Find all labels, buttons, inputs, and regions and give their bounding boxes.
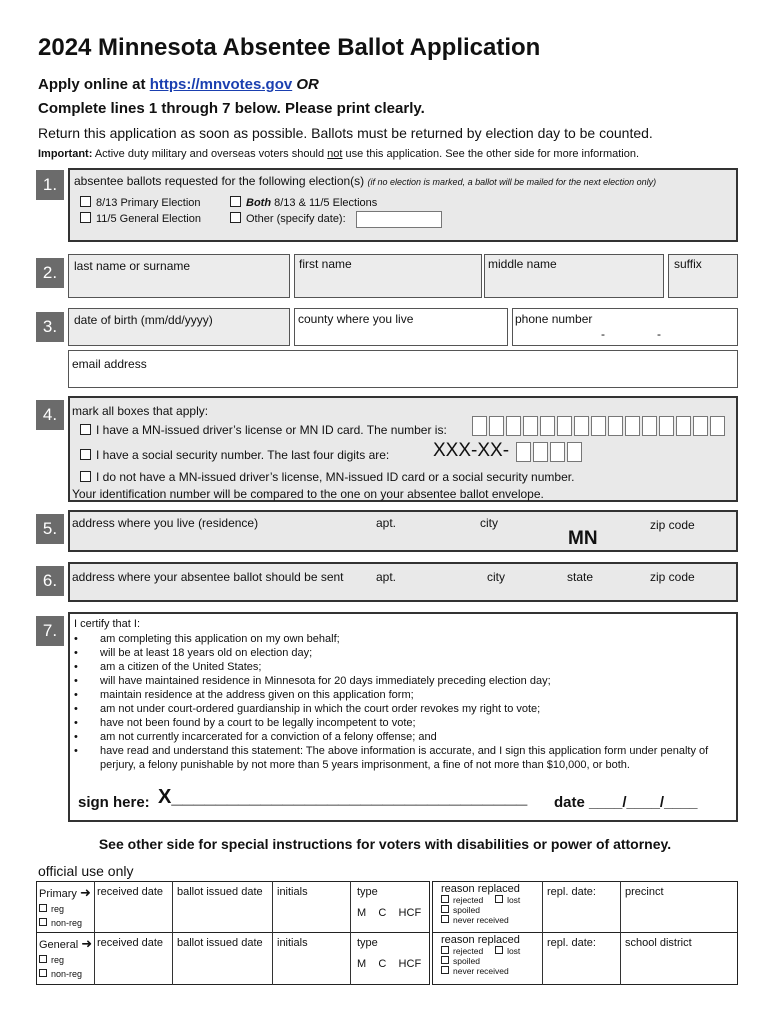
special-instructions-note: See other side for special instructions for voters with disabilities or power of attorney. xyxy=(98,836,672,852)
nonreg-label: non-reg xyxy=(51,918,83,928)
section-5-number: 5. xyxy=(36,514,64,544)
id-label: mark all boxes that apply: xyxy=(72,404,209,418)
last-name-field[interactable] xyxy=(68,254,290,298)
reason-never[interactable] xyxy=(436,966,542,976)
license-digit-box[interactable] xyxy=(540,416,555,436)
residence-address-label: address where you live (residence) xyxy=(72,516,259,530)
official-use-heading: official use only xyxy=(38,863,134,879)
nonreg-option[interactable] xyxy=(39,918,82,928)
license-number-boxes[interactable] xyxy=(472,416,727,436)
apply-online-or: OR xyxy=(292,76,319,93)
initials-cell[interactable] xyxy=(272,881,312,932)
certify-item: • maintain residence at the address given on this application form; xyxy=(74,688,724,702)
checkbox-general[interactable] xyxy=(80,212,91,223)
phone-field[interactable] xyxy=(512,308,738,346)
residence-zip-label: zip code xyxy=(650,518,695,532)
certify-item: • am completing this application on my own behalf; xyxy=(74,632,724,646)
reason-replaced-cell xyxy=(436,881,542,932)
id-note: Your identification number will be compared to the one on your absentee ballot envelope. xyxy=(72,487,544,501)
certify-item: • have not been found by a court to be legally incompetent to vote; xyxy=(74,716,724,730)
opt-primary-label: 8/13 Primary Election xyxy=(96,197,201,209)
mailing-state-label: state xyxy=(567,570,594,584)
opt-general-label: 11/5 General Election xyxy=(96,213,201,225)
row-name-text: Primary xyxy=(39,888,77,900)
ballot-issued-label: ballot issued date xyxy=(177,937,263,949)
county-field[interactable] xyxy=(294,308,508,346)
middle-name-field[interactable] xyxy=(484,254,664,298)
important-not: not xyxy=(327,148,343,160)
row-name-text: General xyxy=(39,939,79,951)
nonreg-option[interactable] xyxy=(39,969,82,979)
lost-label: lost xyxy=(507,946,521,956)
received-date-cell[interactable] xyxy=(94,932,165,985)
first-name-field[interactable] xyxy=(294,254,482,298)
important-note xyxy=(38,148,639,160)
checkbox-no-id[interactable] xyxy=(80,471,91,482)
license-digit-box[interactable] xyxy=(710,416,725,436)
certify-list xyxy=(74,632,724,772)
initials-label: initials xyxy=(277,937,308,949)
dob-label: date of birth (mm/dd/yyyy) xyxy=(74,313,213,327)
row-name: Primary ➜ xyxy=(39,885,91,900)
apply-online-prefix: Apply online at xyxy=(38,76,150,93)
license-digit-box[interactable] xyxy=(693,416,708,436)
opt-license[interactable] xyxy=(80,423,447,437)
section-3-number: 3. xyxy=(36,312,64,342)
checkbox-both[interactable] xyxy=(230,196,241,207)
checkbox-license[interactable] xyxy=(80,424,91,435)
checkbox-reg[interactable] xyxy=(39,904,47,912)
certify-item: • am not currently incarcerated for a conviction of a felony offense; and xyxy=(74,730,724,744)
reg-label: reg xyxy=(51,955,65,965)
checkbox-spoiled[interactable] xyxy=(441,905,449,913)
section-2-number: 2. xyxy=(36,258,64,288)
initials-cell[interactable] xyxy=(272,932,312,985)
never-label: never received xyxy=(453,966,509,976)
license-digit-box[interactable] xyxy=(489,416,504,436)
received-date-label: received date xyxy=(97,937,164,949)
phone-dash-1: - xyxy=(601,327,605,341)
ssn-digit-box[interactable] xyxy=(533,442,548,462)
other-date-input[interactable] xyxy=(356,211,442,228)
reason-spoiled[interactable] xyxy=(436,905,542,915)
never-label: never received xyxy=(453,915,509,925)
precinct-label: precinct xyxy=(625,886,664,898)
opt-ssn-label: I have a social security number. The last four digits are: xyxy=(96,448,390,462)
certify-heading: I certify that I: xyxy=(74,618,141,630)
row-name: General ➜ xyxy=(39,936,93,951)
residence-apt-label: apt. xyxy=(376,516,397,530)
ballot-issued-label: ballot issued date xyxy=(177,886,263,898)
section-4-box xyxy=(68,396,738,502)
license-digit-box[interactable] xyxy=(591,416,606,436)
reason-rejected[interactable] xyxy=(436,946,542,956)
nonreg-label: non-reg xyxy=(51,969,83,979)
important-text-b: use this application. See the other side for more information. xyxy=(342,148,640,160)
section-1-box xyxy=(68,168,738,242)
certify-item: • am not under court-ordered guardianship in which the court order revokes my right to vote; xyxy=(74,702,724,716)
opt-license-label: I have a MN-issued driver’s license or MN ID card. The number is: xyxy=(96,423,447,437)
mailing-city-label: city xyxy=(487,570,505,584)
ssn-prefix: XXX-XX- xyxy=(433,440,510,461)
email-field[interactable] xyxy=(68,350,738,388)
reg-label: reg xyxy=(51,904,65,914)
license-digit-box[interactable] xyxy=(659,416,674,436)
opt-other[interactable] xyxy=(230,212,346,225)
received-date-cell[interactable] xyxy=(94,881,165,932)
reason-label: reason replaced xyxy=(441,883,520,895)
ballot-issued-cell[interactable] xyxy=(172,881,267,932)
type-options: M C HCF xyxy=(357,907,422,919)
license-digit-box[interactable] xyxy=(625,416,640,436)
suffix-field[interactable] xyxy=(668,254,738,298)
elections-label: absentee ballots requested for the following election(s) xyxy=(74,174,365,188)
repl-date-label: repl. date: xyxy=(547,886,596,898)
apply-online-line xyxy=(38,76,319,93)
license-digit-box[interactable] xyxy=(608,416,623,436)
county-label: county where you live xyxy=(298,312,414,326)
license-digit-box[interactable] xyxy=(676,416,691,436)
residence-state-mn: MN xyxy=(568,528,598,549)
middle-name-label: middle name xyxy=(488,257,557,271)
spoiled-label: spoiled xyxy=(453,956,480,966)
checkbox-rejected[interactable] xyxy=(441,895,449,903)
reg-option[interactable] xyxy=(39,904,64,914)
dob-field[interactable] xyxy=(68,308,290,346)
sign-label: sign here: xyxy=(78,794,150,811)
official-row-primary xyxy=(36,881,738,932)
license-digit-box[interactable] xyxy=(472,416,487,436)
mailing-address-label: address where your absentee ballot should be sent xyxy=(72,570,344,584)
precinct-cell[interactable] xyxy=(620,881,668,932)
reason-never[interactable] xyxy=(436,915,542,925)
important-label: Important: xyxy=(38,148,93,160)
checkbox-spoiled[interactable] xyxy=(441,956,449,964)
repl-date-label: repl. date: xyxy=(547,937,596,949)
mnvotes-link[interactable]: https://mnvotes.gov xyxy=(149,76,293,93)
section-7-number: 7. xyxy=(36,616,64,646)
checkbox-nonreg[interactable] xyxy=(39,969,47,977)
important-text-a: Active duty military and overseas voters should xyxy=(92,148,328,160)
initials-label: initials xyxy=(277,886,308,898)
license-digit-box[interactable] xyxy=(642,416,657,436)
type-options: M C HCF xyxy=(357,958,422,970)
reason-label: reason replaced xyxy=(441,934,520,946)
checkbox-primary[interactable] xyxy=(80,196,91,207)
lost-label: lost xyxy=(507,895,521,905)
certify-item: • am a citizen of the United States; xyxy=(74,660,724,674)
opt-general[interactable] xyxy=(80,212,201,225)
license-digit-box[interactable] xyxy=(574,416,589,436)
mailing-apt-label: apt. xyxy=(376,570,397,584)
section-6-number: 6. xyxy=(36,566,64,596)
section-1-label xyxy=(74,174,656,188)
complete-instruction: Complete lines 1 through 7 below. Please print clearly. xyxy=(38,100,425,117)
repl-date-cell[interactable] xyxy=(542,932,600,985)
opt-other-label: Other (specify date): xyxy=(246,213,346,225)
certify-item: • will have maintained residence in Minnesota for 20 days immediately preceding election day; xyxy=(74,674,724,688)
phone-dash-2: - xyxy=(657,327,661,341)
last-name-label: last name or surname xyxy=(74,259,191,273)
school-district-label: school district xyxy=(625,937,692,949)
reason-replaced-cell xyxy=(436,932,542,985)
type-cell[interactable] xyxy=(350,932,427,985)
ssn-digit-box[interactable] xyxy=(567,442,582,462)
opt-no-id-label: I do not have a MN-issued driver’s license, MN-issued ID card or a social security number. xyxy=(96,470,575,484)
received-date-label: received date xyxy=(97,886,164,898)
section-4-number: 4. xyxy=(36,400,64,430)
opt-ssn[interactable] xyxy=(80,448,389,462)
reason-rejected[interactable] xyxy=(436,895,542,905)
mailing-zip-label: zip code xyxy=(650,570,695,584)
opt-primary[interactable] xyxy=(80,196,201,209)
checkbox-lost[interactable] xyxy=(495,895,503,903)
license-digit-box[interactable] xyxy=(506,416,521,436)
certification-box xyxy=(68,612,738,822)
checkbox-never-received[interactable] xyxy=(441,915,449,923)
signature-line[interactable]: X________________________________ xyxy=(158,786,528,808)
type-label: type xyxy=(357,886,378,898)
license-digit-box[interactable] xyxy=(557,416,572,436)
checkbox-other[interactable] xyxy=(230,212,241,223)
certify-item: • have read and understand this statement: The above information is accurate, and I sign this application form under penalty of perjury, a felony punishable by not more than 5 years imprisonment, a fine of not more than $10,000, or both. xyxy=(74,744,724,772)
checkbox-lost[interactable] xyxy=(495,946,503,954)
opt-both-label: 8/13 & 11/5 Elections xyxy=(271,197,378,209)
checkbox-never-received[interactable] xyxy=(441,966,449,974)
ssn-digit-box[interactable] xyxy=(550,442,565,462)
official-row-general xyxy=(36,932,738,985)
type-cell[interactable] xyxy=(350,881,427,932)
ssn-digit-box[interactable] xyxy=(516,442,531,462)
rejected-label: rejected xyxy=(453,895,484,905)
reg-option[interactable] xyxy=(39,955,64,965)
rejected-label: rejected xyxy=(453,946,484,956)
residence-address-field[interactable] xyxy=(68,510,738,552)
checkbox-nonreg[interactable] xyxy=(39,918,47,926)
first-name-label: first name xyxy=(299,257,352,271)
repl-date-cell[interactable] xyxy=(542,881,600,932)
school-district-cell[interactable] xyxy=(620,932,696,985)
elections-note: (if no election is marked, a ballot will be mailed for the next election only) xyxy=(367,177,657,187)
return-instruction: Return this application as soon as possible. Ballots must be returned by election day to be counted. xyxy=(38,125,653,141)
checkbox-reg[interactable] xyxy=(39,955,47,963)
mailing-address-field[interactable] xyxy=(68,562,738,602)
spoiled-label: spoiled xyxy=(453,905,480,915)
checkbox-rejected[interactable] xyxy=(441,946,449,954)
residence-city-label: city xyxy=(480,516,498,530)
reason-spoiled[interactable] xyxy=(436,956,542,966)
type-label: type xyxy=(357,937,378,949)
opt-both[interactable] xyxy=(230,196,377,209)
email-label: email address xyxy=(72,357,147,371)
opt-both-bold: Both xyxy=(246,197,272,209)
ballot-issued-cell[interactable] xyxy=(172,932,267,985)
opt-no-id[interactable] xyxy=(80,470,574,484)
license-digit-box[interactable] xyxy=(523,416,538,436)
page-title: 2024 Minnesota Absentee Ballot Application xyxy=(38,34,541,61)
certify-item: • will be at least 18 years old on election day; xyxy=(74,646,724,660)
section-1-number: 1. xyxy=(36,170,64,200)
date-line[interactable]: date ____/____/____ xyxy=(554,794,698,811)
phone-label: phone number xyxy=(515,312,593,326)
ssn-digit-boxes[interactable] xyxy=(516,442,584,462)
suffix-label: suffix xyxy=(674,257,702,271)
checkbox-ssn[interactable] xyxy=(80,449,91,460)
